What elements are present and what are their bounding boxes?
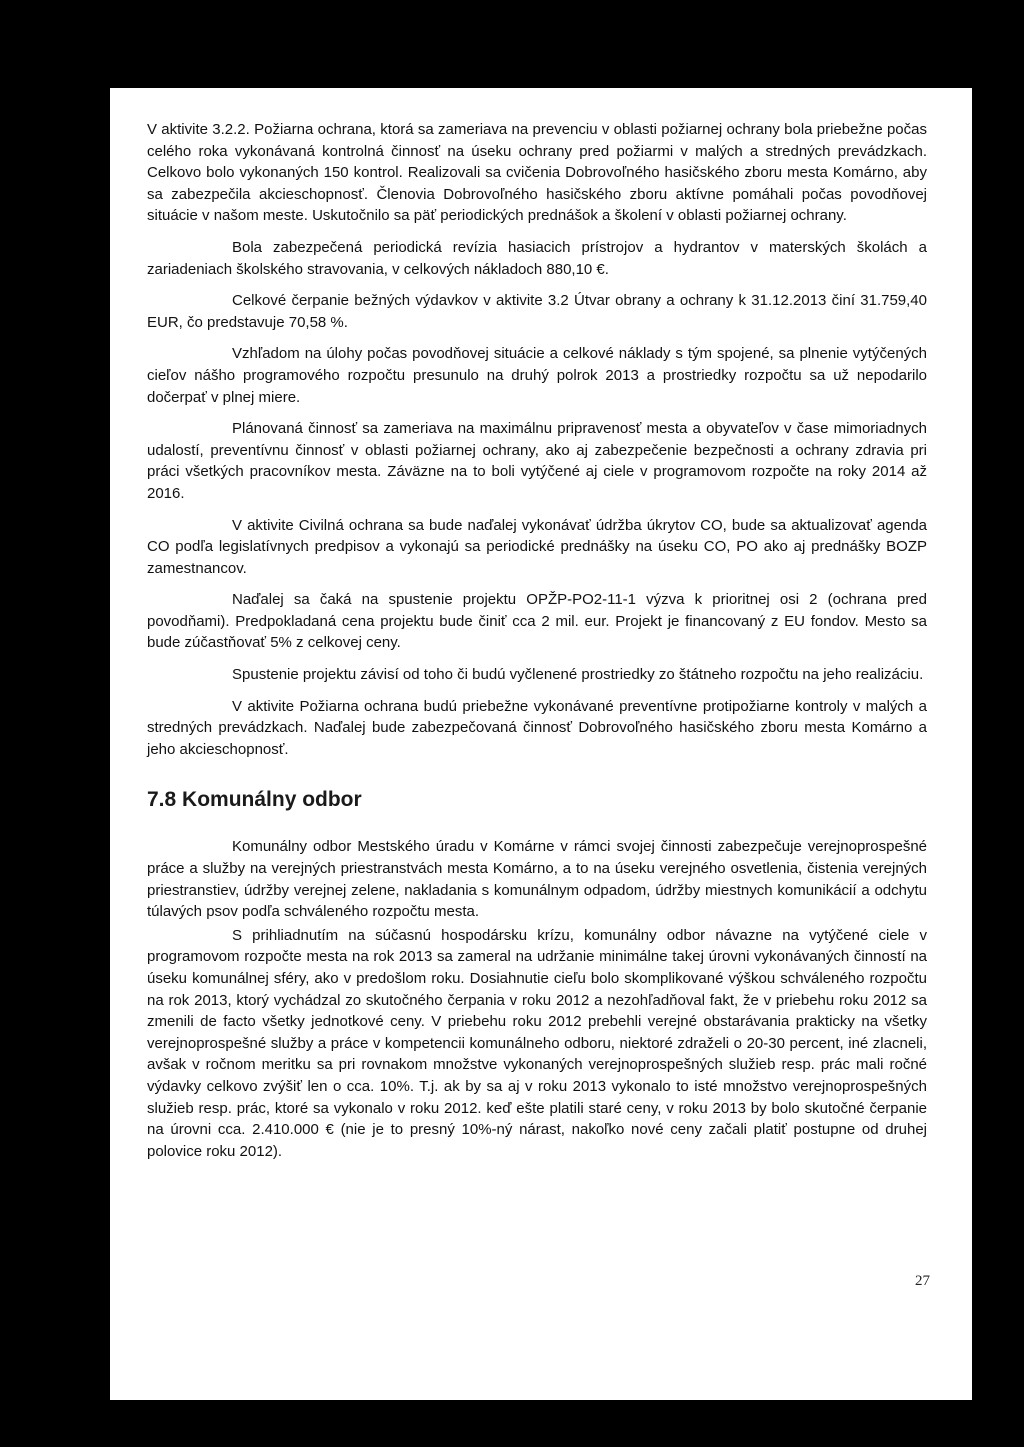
paragraph-preventive-controls: V aktivite Požiarna ochrana budú priebežne vykonávané preventívne protipožiarne kontroly v malých a stredných prevádzkach. Naďalej bude zabezpečovaná činnosť Dobrovoľného hasičského zboru mesta Komárno a jeho akcieschopnosť.: [147, 697, 927, 758]
paragraph-civil-protection: V aktivite Civilná ochrana sa bude naďalej vykonávať údržba úkrytov CO, bude sa aktualizovať agenda CO podľa legislatívnych predpisov a vykonajú sa periodické prednášky na úseku CO, PO ako aj prednášky BOZP zamestnancov.: [147, 516, 927, 577]
paragraph-economic-crisis: S prihliadnutím na súčasnú hospodársku krízu, komunálny odbor návazne na vytýčené ciele v programovom rozpočte mesta na rok 2013 sa zameral na udržanie minimálne takej úrovni vykonávaných činností na úseku komunálnej sféry, ako v predošlom roku. Dosiahnutie cieľu bolo skomplikované výškou schváleného rozpočtu na rok 2013, ktorý vychádzal zo skutočného čerpania v roku 2012 a nezohľadňoval fakt, že v priebehu roku 2012 sa zmenili de facto všetky jednotkové ceny. V priebehu roku 2012 prebehli verejné obstarávania prakticky na všetky verejnoprospešné služby a práce v kompetencii komunálneho odboru, niektoré zdraželi o 20-30 percent, iné zlacneli, avšak v ročnom meritku sa pri rovnakom množstve vykonaných verejnoprospešných služieb resp. prác mali ročné výdavky celkovo zvýšiť len o cca. 10%. T.j. ak by sa aj v roku 2013 vykonalo to isté množstvo verejnoprospešných služieb resp. prác, ktoré sa vykonalo v roku 2012. keď ešte platili staré ceny, v roku 2013 by bolo skutočné čerpanie na úrovni cca. 2.410.000 € (nie je to presný 10%-ný nárast, nakoľko nové ceny začali platiť postupne od druhej polovice roku 2012).: [147, 926, 927, 1160]
paragraph-municipal-department: Komunálny odbor Mestského úradu v Komárne v rámci svojej činnosti zabezpečuje verejnoprospešné práce a služby na verejných priestranstvách mesta Komárno, a to na úseku verejného osvetlenia, čistenia verejných priestranstiev, údržby verejnej zelene, nakladania s komunálnym odpadom, údržby miestnych komunikácií a odchytu túlavých psov podľa schváleného rozpočtu mesta.: [147, 838, 927, 921]
paragraph-fire-protection: V aktivite 3.2.2. Požiarna ochrana, ktorá sa zameriava na prevenciu v oblasti požiarnej ochrany bola priebežne počas celého roka vykonávaná kontrolná činnosť na úseku ochrany pred požiarmi v malých a stredných prevádzkach. Celkovo bolo vykonaných 150 kontrol. Realizovali sa cvičenia Dobrovoľného hasičského zboru mesta Komárno, aby sa zabezpečila akcieschopnosť. Členovia Dobrovoľného hasičského zboru aktívne pomáhali počas povodňovej situácie v našom meste. Uskutočnilo sa päť periodických prednášok a školení v oblasti požiarnej ochrany.: [147, 121, 927, 225]
section-heading: 7.8 Komunálny odbor: [147, 788, 362, 812]
paragraph-planned-activity: Plánovaná činnosť sa zameriava na maximálnu pripravenosť mesta a obyvateľov v čase mimoriadnych udalostí, preventívnu činnosť v oblasti požiarnej ochrany, ako aj zabezpečenie bezpečnosti a ochrany zdravia pri práci všetkých pracovníkov mesta. Záväzne na to boli vytýčené aj ciele v programovom rozpočte na roky 2014 až 2016.: [147, 420, 927, 502]
paragraph-project-opzp: Naďalej sa čaká na spustenie projektu OPŽP-PO2-11-1 výzva k prioritnej osi 2 (ochrana pred povodňami). Predpokladaná cena projektu bude činiť cca 2 mil. eur. Projekt je financovaný z EU fondov. Mesto sa bude zúčastňovať 5% z celkovej ceny.: [147, 591, 927, 652]
page-number: 27: [915, 1273, 930, 1289]
paragraph-flood-situation: Vzhľadom na úlohy počas povodňovej situácie a celkové náklady s tým spojené, sa plnenie vytýčených cieľov nášho programového rozpočtu presunulo na druhý polrok 2013 a prostriedky rozpočtu sa už nepodarilo dočerpať v plnej miere.: [147, 345, 927, 406]
paragraph-extinguisher-revision: Bola zabezpečená periodická revízia hasiacich prístrojov a hydrantov v materských školách a zariadeniach školského stravovania, v celkových nákladoch 880,10 €.: [147, 238, 927, 278]
document-page: [110, 88, 972, 1400]
page-content: [147, 119, 927, 1162]
paragraph-expenditure-total: Celkové čerpanie bežných výdavkov v aktivite 3.2 Útvar obrany a ochrany k 31.12.2013 činí 31.759,40 EUR, čo predstavuje 70,58 %.: [147, 292, 927, 331]
paragraph-project-start: Spustenie projektu závisí od toho či budú vyčlenené prostriedky zo štátneho rozpočtu na jeho realizáciu.: [232, 666, 924, 684]
